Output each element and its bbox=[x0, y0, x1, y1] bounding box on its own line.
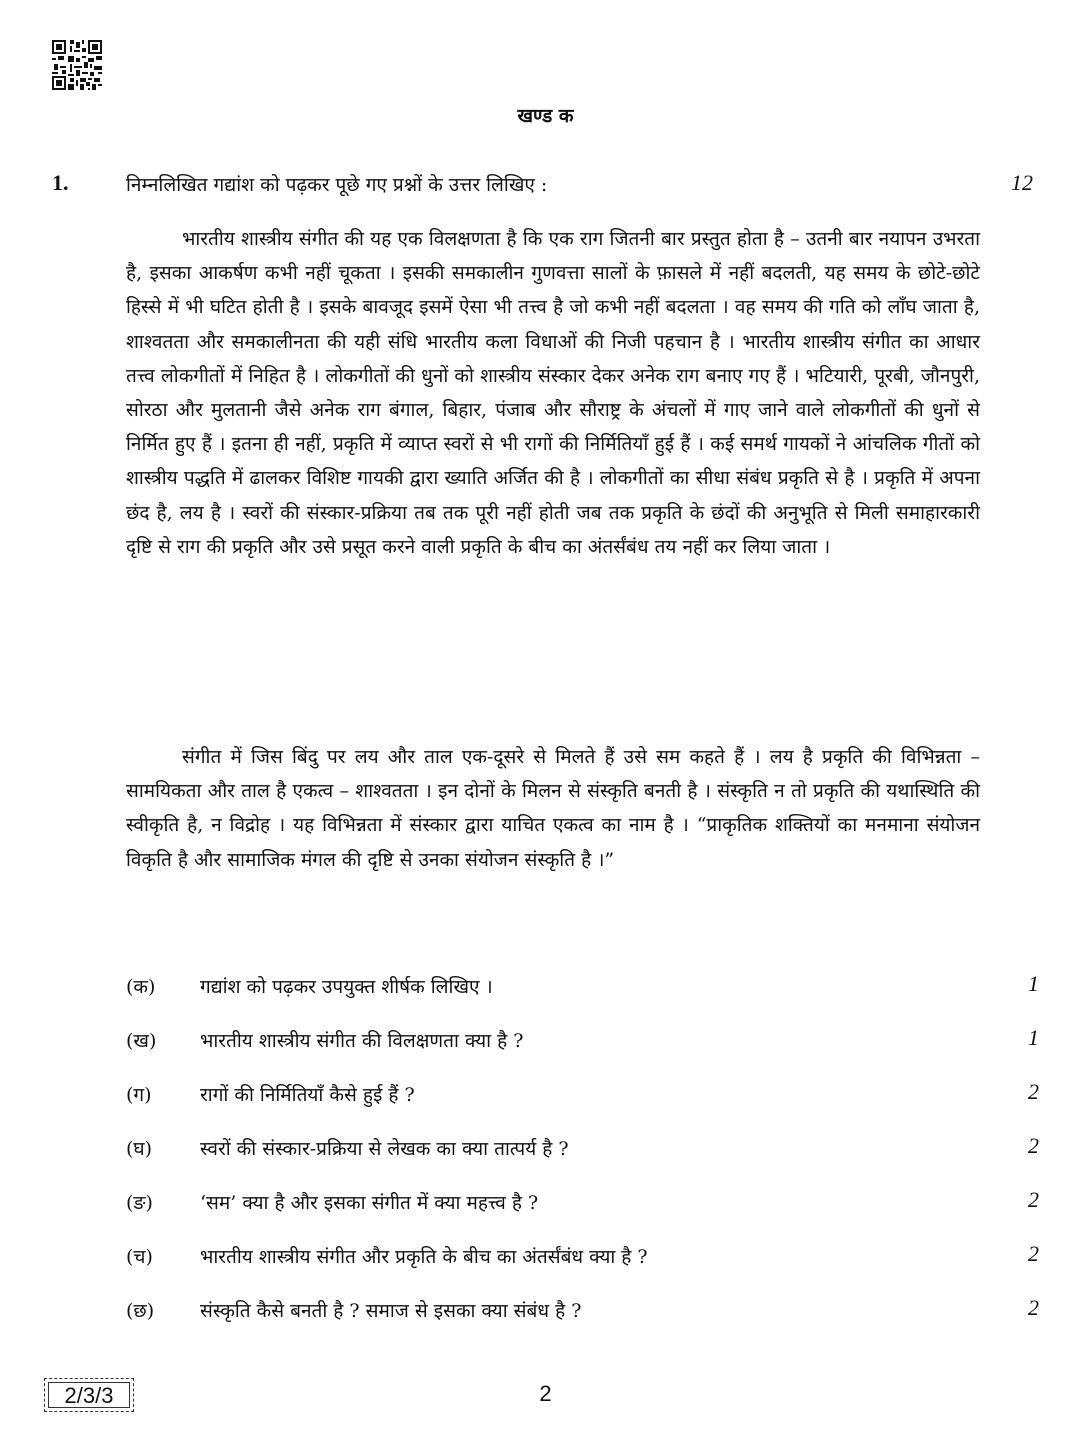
subquestion-text: ‘सम’ क्या है और इसका संगीत में क्या महत्त्व है ? bbox=[200, 1192, 539, 1214]
subquestion-label: (ङ) bbox=[126, 1192, 153, 1214]
subquestion-label: (घ) bbox=[126, 1138, 153, 1160]
subquestion-marks: 2 bbox=[1028, 1295, 1039, 1320]
subquestion-kha bbox=[126, 1027, 1039, 1057]
subquestion-text: भारतीय शास्त्रीय संगीत की विलक्षणता क्या है ? bbox=[200, 1030, 524, 1052]
subquestion-marks: 1 bbox=[1028, 971, 1039, 996]
subquestion-nga bbox=[126, 1189, 1039, 1219]
passage-paragraph-1: भारतीय शास्त्रीय संगीत की यह एक विलक्षणता है कि एक राग जितनी बार प्रस्तुत होता है – उतनी बार नयापन उभरता है, इसका आकर्षण कभी नहीं चूकता । इसकी समकालीन गुणवत्ता सालों के फ़ासले में नहीं बदलती, यह समय के छोटे-छोटे हिस्से में भी घटित होती है । इसके बावजूद इसमें ऐसा भी तत्त्व है जो कभी नहीं बदलता । वह समय की गति को लाँघ जाता है, शाश्वतता और समकालीनता की यही संधि भारतीय कला विधाओं की निजी पहचान है । भारतीय शास्त्रीय संगीत का आधार तत्त्व लोकगीतों में निहित है । लोकगीतों की धुनों को शास्त्रीय संस्कार देकर अनेक राग बनाए गए हैं । भटियारी, पूरबी, जौनपुरी, सोरठा और मुलतानी जैसे अनेक राग बंगाल, बिहार, पंजाब और सौराष्ट्र के अंचलों में गाए जाने वाले लोकगीतों की धुनों से निर्मित हुए हैं । इतना ही नहीं, प्रकृति में व्याप्त स्वरों से भी रागों की निर्मितियाँ हुई हैं । कई समर्थ गायकों ने आंचलिक गीतों को शास्त्रीय पद्धति में ढालकर विशिष्ट गायकी द्वारा ख्याति अर्जित की है । लोकगीतों का सीधा संबंध प्रकृति से है । प्रकृति में अपना छंद है, लय है । स्वरों की संस्कार-प्रक्रिया तब तक पूरी नहीं होती जब तक प्रकृति के छंदों की अनुभूति से मिली समाहारकारी दृष्टि से राग की प्रकृति और उसे प्रसूत करने वाली प्रकृति के बीच का अंतर्संबंध तय नहीं कर लिया जाता । bbox=[126, 228, 980, 558]
subquestion-text: स्वरों की संस्कार-प्रक्रिया से लेखक का क्या तात्पर्य है ? bbox=[200, 1138, 569, 1160]
subquestion-text: संस्कृति कैसे बनती है ? समाज से इसका क्या संबंध है ? bbox=[200, 1300, 582, 1322]
subquestion-marks: 2 bbox=[1028, 1079, 1039, 1104]
subquestion-label: (च) bbox=[126, 1246, 153, 1268]
subquestion-chha bbox=[126, 1297, 1039, 1327]
subquestion-label: (क) bbox=[126, 976, 156, 998]
qr-code-icon bbox=[52, 40, 102, 90]
subquestion-text: रागों की निर्मितियाँ कैसे हुई हैं ? bbox=[200, 1084, 415, 1106]
question-number: 1. bbox=[52, 170, 69, 195]
paper-code: 2/3/3 bbox=[48, 1382, 130, 1408]
subquestion-cha bbox=[126, 1243, 1039, 1273]
section-title: खण्ड क bbox=[517, 105, 574, 127]
question-marks: 12 bbox=[1011, 170, 1033, 195]
subquestion-marks: 1 bbox=[1028, 1025, 1039, 1050]
subquestion-text: भारतीय शास्त्रीय संगीत और प्रकृति के बीच का अंतर्संबंध क्या है ? bbox=[200, 1246, 648, 1268]
subquestion-ga bbox=[126, 1081, 1039, 1111]
subquestion-marks: 2 bbox=[1028, 1133, 1039, 1158]
subquestion-label: (छ) bbox=[126, 1300, 155, 1322]
subquestion-label: (ग) bbox=[126, 1084, 152, 1106]
question-heading: निम्नलिखित गद्यांश को पढ़कर पूछे गए प्रश्नों के उत्तर लिखिए : bbox=[126, 174, 548, 196]
subquestion-label: (ख) bbox=[126, 1030, 157, 1052]
subquestion-marks: 2 bbox=[1028, 1187, 1039, 1212]
subquestion-gha bbox=[126, 1135, 1039, 1165]
subquestion-ka bbox=[126, 973, 1039, 1003]
passage-paragraph-2: संगीत में जिस बिंदु पर लय और ताल एक-दूसरे से मिलते हैं उसे सम कहते हैं । लय है प्रकृति की विभिन्नता – सामयिकता और ताल है एकत्व – शाश्वतता । इन दोनों के मिलन से संस्कृति बनती है । संस्कृति न तो प्रकृति की यथास्थिति की स्वीकृति है, न विद्रोह । यह विभिन्नता में संस्कार द्वारा याचित एकत्व का नाम है । “प्राकृतिक शक्तियों का मनमाना संयोजन विकृति है और सामाजिक मंगल की दृष्टि से उनका संयोजन संस्कृति है ।” bbox=[126, 746, 980, 871]
page-number: 2 bbox=[539, 1381, 552, 1406]
subquestion-marks: 2 bbox=[1028, 1241, 1039, 1266]
subquestion-text: गद्यांश को पढ़कर उपयुक्त शीर्षक लिखिए । bbox=[200, 976, 493, 998]
